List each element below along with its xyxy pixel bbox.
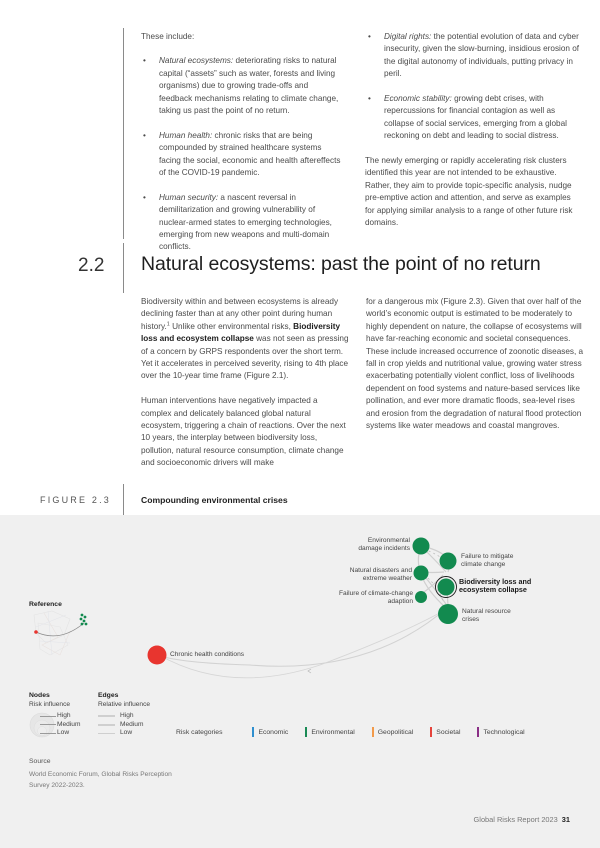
bullet-human-health: • Human health: chronic risks that are being compounded by strained healthcare systems facing the social, economic and health aftereffects of the COVID-19 pandemic. xyxy=(143,130,341,178)
source-heading: Source xyxy=(29,758,51,765)
bullet-economic-stability: • Economic stability: growing debt crises, with repercussions for financial contagion as well as collapse of social services, emerging from a global reckoning on debt and leading to social distress. xyxy=(368,94,567,141)
page-footer xyxy=(474,815,570,824)
page-number: 31 xyxy=(561,815,570,824)
intro-left-column xyxy=(141,31,341,266)
legend-node-line-medium xyxy=(40,724,56,725)
section-number: 2.2 xyxy=(78,255,105,276)
figure-number: FIGURE 2.3 xyxy=(40,495,112,505)
body-right-column xyxy=(366,296,584,445)
legend-edge-low-label: Low xyxy=(120,729,133,736)
node-environmental-damage xyxy=(413,538,430,555)
label-chronic-health: Chronic health conditions xyxy=(170,651,245,658)
legend-edge-medium xyxy=(98,724,115,726)
figure-rule xyxy=(123,484,124,518)
legend-edge-medium-label: Medium xyxy=(120,721,144,728)
figure-panel xyxy=(0,515,600,848)
legend-node-line-high xyxy=(40,716,56,717)
bullet-dot-icon: • xyxy=(143,130,146,140)
node-biodiversity xyxy=(438,579,455,596)
intro-right-bullets xyxy=(366,31,581,143)
node-natural-disasters xyxy=(414,566,429,581)
legend-node-line-low xyxy=(40,733,56,734)
legend-edges-sub: Relative influence xyxy=(98,701,151,708)
bullet-natural-ecosystems: • Natural ecosystems: deteriorating risks to natural capital (“assets” such as water, forests and living organisms) due to growing trade-offs and feedback mechanisms relating to climate change, taking us past the point of no return. xyxy=(143,56,339,116)
economic-swatch-icon xyxy=(252,727,254,737)
category-environmental: Environmental xyxy=(305,727,354,737)
reference-label: Reference xyxy=(29,601,62,608)
legend-node-low: Low xyxy=(57,729,70,736)
bullet-dot-icon: • xyxy=(143,56,146,66)
node-chronic-health xyxy=(148,646,167,665)
body-left-column xyxy=(141,296,349,482)
legend-node-medium: Medium xyxy=(57,721,81,728)
legend-nodes-sub: Risk influence xyxy=(29,701,71,708)
node-failure-mitigate-climate xyxy=(440,553,457,570)
label-failure-mitigate-climate: Failure to mitigate climate change xyxy=(461,553,514,568)
risk-categories-label: Risk categories xyxy=(176,728,223,736)
bullet-digital-rights: • Digital rights: the potential evolution of data and cyber insecurity, given the slow-burning, insidious erosion of the digital autonomy of individuals, putting privacy in peril. xyxy=(368,32,580,79)
intro-left-bullets xyxy=(141,55,341,253)
bullet-dot-icon: • xyxy=(143,192,146,202)
risk-name-bold: Biodiversity loss and ecosystem collapse xyxy=(141,321,341,344)
legend-edge-high-label: High xyxy=(120,712,134,719)
report-name: Global Risks Report 2023 xyxy=(473,815,558,824)
label-adaption-failure: Failure of climate-change adaption xyxy=(338,590,413,605)
body-paragraph-1: Biodiversity within and between ecosystems is already declining faster than at any other point during human history.$^1$ Unlike other environmental risks, Biodiversity loss and ecosystem collapse was not seen as pressing of a concern by GRPS respondents over the short term. Yet it accelerates in perceived severity, rising to 4th place over the 10-year time frame (Figure 2.1). xyxy=(141,297,349,381)
figure-title: Compounding environmental crises xyxy=(141,495,288,505)
bullet-dot-icon: • xyxy=(368,32,371,41)
category-geopolitical: Geopolitical xyxy=(372,727,414,737)
body-paragraph-2: Human interventions have negatively impacted a complex and delicately balanced global natural ecosystem, triggering a chain of reactions. Over the next 10 years, the interplay between biodiversity loss, pollution, natural resource consumption, climate change and socioeconomic drivers will make xyxy=(141,396,346,468)
category-societal: Societal xyxy=(430,727,460,737)
section-title: Natural ecosystems: past the point of no return xyxy=(141,253,541,275)
source-text: World Economic Forum, Global Risks Perception Survey 2022-2023. xyxy=(29,771,172,789)
label-natural-disasters: Natural disasters and extreme weather xyxy=(349,567,412,582)
technological-swatch-icon xyxy=(477,727,479,737)
legend-edge-high xyxy=(98,715,115,717)
intro-right-column xyxy=(366,31,581,241)
bullet-dot-icon: • xyxy=(368,94,371,104)
risk-categories-legend xyxy=(176,727,542,737)
legend-edge-low xyxy=(98,733,115,734)
legend-edges-heading: Edges xyxy=(98,692,119,699)
section-rule xyxy=(123,243,124,293)
body-paragraph-3: for a dangerous mix (Figure 2.3). Given that over half of the world’s economic output is estimated to be moderately to highly dependent on nature, the collapse of ecosystems will have far-reaching economic and societal consequences. These include increased occurrence of zoonotic diseases, a fall in crop yields and nutritional value, growing water stress exacerbating potentially violent conflict, loss of livelihoods dependent on food systems and nature-based services like pollination, and ever more dramatic floods, sea-level rises and erosion from the degradation of natural flood protection systems like water meadows and coastal mangroves. xyxy=(366,297,584,431)
category-technological: Technological xyxy=(477,727,524,737)
category-economic: Economic xyxy=(252,727,288,737)
node-natural-resource xyxy=(438,604,458,624)
footnote-ref[interactable]: 1 xyxy=(166,321,170,328)
label-biodiversity: Biodiversity loss and ecosystem collapse xyxy=(459,577,532,595)
intro-lead: These include: xyxy=(141,32,195,41)
label-environmental-damage: Environmental damage incidents xyxy=(358,537,410,552)
node-adaption-failure xyxy=(415,591,427,603)
bullet-human-security: • Human security: a nascent reversal in demilitarization and growing vulnerability of nuclear-armed states to emerging technologies, emerging from new weapons and multi-domain conflicts. xyxy=(143,192,332,252)
intro-closing-paragraph: The newly emerging or rapidly accelerating risk clusters identified this year are not intended to be exhaustive. Rather, they aim to provide topic-specific analysis, nudge pre-emptive action and attention, and serve as examples for applying similar analysis to a range of other future risk domains. xyxy=(365,156,573,228)
legend-nodes-heading: Nodes xyxy=(29,692,50,699)
legend-node-high: High xyxy=(57,712,71,719)
column-rule-top xyxy=(123,28,124,239)
societal-swatch-icon xyxy=(430,727,432,737)
environmental-swatch-icon xyxy=(305,727,307,737)
geopolitical-swatch-icon xyxy=(372,727,374,737)
label-natural-resource: Natural resource crises xyxy=(462,608,511,623)
